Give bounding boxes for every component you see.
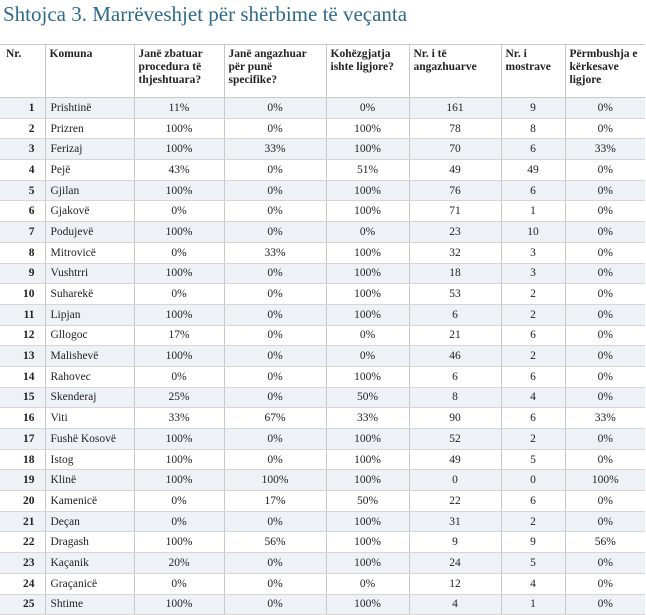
cell-compliance: 0% <box>565 325 645 346</box>
cell-samples-count: 0 <box>501 470 565 491</box>
cell-samples-count: 4 <box>501 573 565 594</box>
cell-duration: 100% <box>326 118 409 139</box>
header-engaged-count: Nr. i të angazhuarve <box>409 45 501 98</box>
cell-samples-count: 6 <box>501 139 565 160</box>
table-row <box>0 553 645 574</box>
cell-compliance: 100% <box>565 470 645 491</box>
row-number: 16 <box>0 408 45 429</box>
row-komuna: Shtime <box>45 594 134 615</box>
cell-engaged-count: 90 <box>409 408 501 429</box>
cell-engaged-count: 32 <box>409 242 501 263</box>
row-komuna: Dragash <box>45 532 134 553</box>
table-row <box>0 180 645 201</box>
cell-specific-work: 0% <box>224 346 326 367</box>
table-row <box>0 284 645 305</box>
cell-compliance: 0% <box>565 491 645 512</box>
table-row <box>0 139 645 160</box>
cell-engaged-count: 18 <box>409 263 501 284</box>
cell-engaged-count: 71 <box>409 201 501 222</box>
cell-compliance: 0% <box>565 511 645 532</box>
cell-duration: 33% <box>326 408 409 429</box>
cell-specific-work: 0% <box>224 594 326 615</box>
cell-duration: 0% <box>326 98 409 119</box>
cell-samples-count: 9 <box>501 98 565 119</box>
cell-duration: 100% <box>326 429 409 450</box>
cell-specific-work: 0% <box>224 449 326 470</box>
table-row <box>0 573 645 594</box>
table-row <box>0 325 645 346</box>
cell-procedures: 100% <box>134 118 224 139</box>
table-row <box>0 470 645 491</box>
cell-procedures: 0% <box>134 511 224 532</box>
row-komuna: Lipjan <box>45 304 134 325</box>
cell-compliance: 0% <box>565 449 645 470</box>
cell-compliance: 0% <box>565 553 645 574</box>
page-title: Shtojca 3. Marrëveshjet për shërbime të veçanta <box>3 2 408 26</box>
row-komuna: Gllogoc <box>45 325 134 346</box>
row-number: 19 <box>0 470 45 491</box>
table-row <box>0 511 645 532</box>
cell-procedures: 11% <box>134 98 224 119</box>
row-number: 23 <box>0 553 45 574</box>
cell-engaged-count: 53 <box>409 284 501 305</box>
row-number: 2 <box>0 118 45 139</box>
cell-procedures: 100% <box>134 222 224 243</box>
cell-duration: 100% <box>326 139 409 160</box>
cell-compliance: 0% <box>565 366 645 387</box>
row-number: 24 <box>0 573 45 594</box>
cell-specific-work: 67% <box>224 408 326 429</box>
row-number: 14 <box>0 366 45 387</box>
cell-engaged-count: 52 <box>409 429 501 450</box>
cell-engaged-count: 4 <box>409 594 501 615</box>
row-number: 7 <box>0 222 45 243</box>
table-row <box>0 263 645 284</box>
header-specific-work: Janë angazhuar për punë specifike? <box>224 45 326 98</box>
cell-compliance: 0% <box>565 387 645 408</box>
cell-samples-count: 2 <box>501 304 565 325</box>
row-number: 17 <box>0 429 45 450</box>
cell-compliance: 0% <box>565 304 645 325</box>
row-number: 15 <box>0 387 45 408</box>
cell-samples-count: 2 <box>501 429 565 450</box>
cell-engaged-count: 78 <box>409 118 501 139</box>
cell-specific-work: 0% <box>224 222 326 243</box>
cell-procedures: 100% <box>134 429 224 450</box>
row-number: 5 <box>0 180 45 201</box>
cell-procedures: 0% <box>134 573 224 594</box>
cell-engaged-count: 6 <box>409 366 501 387</box>
cell-samples-count: 6 <box>501 408 565 429</box>
table-row <box>0 242 645 263</box>
row-komuna: Suharekë <box>45 284 134 305</box>
cell-engaged-count: 9 <box>409 532 501 553</box>
table-row <box>0 532 645 553</box>
cell-specific-work: 0% <box>224 263 326 284</box>
cell-procedures: 0% <box>134 201 224 222</box>
cell-duration: 100% <box>326 304 409 325</box>
header-procedures: Janë zbatuar procedura të thjeshtuara? <box>134 45 224 98</box>
row-number: 9 <box>0 263 45 284</box>
cell-engaged-count: 161 <box>409 98 501 119</box>
cell-compliance: 0% <box>565 118 645 139</box>
table-row <box>0 429 645 450</box>
cell-procedures: 100% <box>134 263 224 284</box>
cell-procedures: 100% <box>134 532 224 553</box>
row-komuna: Fushë Kosovë <box>45 429 134 450</box>
cell-duration: 100% <box>326 553 409 574</box>
table-row <box>0 387 645 408</box>
cell-duration: 0% <box>326 346 409 367</box>
cell-duration: 50% <box>326 387 409 408</box>
cell-specific-work: 0% <box>224 160 326 181</box>
row-komuna: Gjilan <box>45 180 134 201</box>
row-number: 1 <box>0 98 45 119</box>
table-row <box>0 98 645 119</box>
cell-specific-work: 0% <box>224 553 326 574</box>
row-number: 13 <box>0 346 45 367</box>
row-number: 12 <box>0 325 45 346</box>
cell-specific-work: 0% <box>224 284 326 305</box>
cell-procedures: 25% <box>134 387 224 408</box>
row-komuna: Viti <box>45 408 134 429</box>
cell-engaged-count: 49 <box>409 160 501 181</box>
cell-specific-work: 0% <box>224 325 326 346</box>
cell-compliance: 0% <box>565 201 645 222</box>
cell-samples-count: 6 <box>501 325 565 346</box>
cell-specific-work: 0% <box>224 98 326 119</box>
cell-procedures: 100% <box>134 470 224 491</box>
cell-specific-work: 0% <box>224 304 326 325</box>
cell-samples-count: 2 <box>501 511 565 532</box>
cell-samples-count: 6 <box>501 491 565 512</box>
header-nr: Nr. <box>0 45 45 98</box>
cell-samples-count: 5 <box>501 553 565 574</box>
cell-specific-work: 0% <box>224 201 326 222</box>
cell-procedures: 43% <box>134 160 224 181</box>
cell-samples-count: 5 <box>501 449 565 470</box>
cell-duration: 100% <box>326 366 409 387</box>
row-number: 6 <box>0 201 45 222</box>
cell-samples-count: 1 <box>501 594 565 615</box>
table-row <box>0 160 645 181</box>
row-number: 3 <box>0 139 45 160</box>
row-number: 11 <box>0 304 45 325</box>
cell-procedures: 100% <box>134 180 224 201</box>
row-komuna: Skenderaj <box>45 387 134 408</box>
cell-compliance: 0% <box>565 222 645 243</box>
cell-duration: 0% <box>326 325 409 346</box>
cell-duration: 51% <box>326 160 409 181</box>
cell-duration: 100% <box>326 594 409 615</box>
cell-engaged-count: 76 <box>409 180 501 201</box>
cell-duration: 100% <box>326 532 409 553</box>
cell-samples-count: 2 <box>501 284 565 305</box>
cell-procedures: 0% <box>134 366 224 387</box>
cell-compliance: 0% <box>565 180 645 201</box>
cell-procedures: 0% <box>134 284 224 305</box>
row-komuna: Kaçanik <box>45 553 134 574</box>
cell-engaged-count: 0 <box>409 470 501 491</box>
cell-specific-work: 0% <box>224 387 326 408</box>
row-number: 8 <box>0 242 45 263</box>
cell-specific-work: 17% <box>224 491 326 512</box>
cell-procedures: 100% <box>134 346 224 367</box>
row-komuna: Gjakovë <box>45 201 134 222</box>
cell-engaged-count: 23 <box>409 222 501 243</box>
cell-duration: 100% <box>326 449 409 470</box>
cell-samples-count: 10 <box>501 222 565 243</box>
cell-duration: 100% <box>326 263 409 284</box>
cell-specific-work: 33% <box>224 242 326 263</box>
row-komuna: Pejë <box>45 160 134 181</box>
cell-specific-work: 0% <box>224 429 326 450</box>
header-komuna: Komuna <box>45 45 134 98</box>
cell-samples-count: 9 <box>501 532 565 553</box>
table-row <box>0 304 645 325</box>
cell-specific-work: 0% <box>224 511 326 532</box>
cell-engaged-count: 6 <box>409 304 501 325</box>
row-komuna: Prishtinë <box>45 98 134 119</box>
header-row <box>0 45 645 98</box>
row-komuna: Vushtrri <box>45 263 134 284</box>
table-row <box>0 408 645 429</box>
header-duration: Kohëzgjatja ishte ligjore? <box>326 45 409 98</box>
cell-duration: 100% <box>326 201 409 222</box>
cell-compliance: 0% <box>565 594 645 615</box>
row-number: 25 <box>0 594 45 615</box>
table-row <box>0 346 645 367</box>
cell-samples-count: 49 <box>501 160 565 181</box>
cell-engaged-count: 24 <box>409 553 501 574</box>
cell-engaged-count: 8 <box>409 387 501 408</box>
cell-compliance: 0% <box>565 160 645 181</box>
cell-engaged-count: 49 <box>409 449 501 470</box>
cell-compliance: 33% <box>565 408 645 429</box>
cell-specific-work: 56% <box>224 532 326 553</box>
row-number: 18 <box>0 449 45 470</box>
table-body <box>0 98 645 615</box>
cell-compliance: 0% <box>565 284 645 305</box>
cell-specific-work: 0% <box>224 366 326 387</box>
cell-compliance: 0% <box>565 573 645 594</box>
header-compliance: Përmbushja e kërkesave ligjore <box>565 45 645 98</box>
row-number: 22 <box>0 532 45 553</box>
cell-engaged-count: 22 <box>409 491 501 512</box>
cell-engaged-count: 31 <box>409 511 501 532</box>
cell-samples-count: 1 <box>501 201 565 222</box>
cell-specific-work: 33% <box>224 139 326 160</box>
cell-specific-work: 0% <box>224 118 326 139</box>
cell-procedures: 0% <box>134 242 224 263</box>
cell-samples-count: 6 <box>501 180 565 201</box>
cell-duration: 0% <box>326 222 409 243</box>
cell-duration: 100% <box>326 242 409 263</box>
cell-procedures: 33% <box>134 408 224 429</box>
cell-compliance: 0% <box>565 263 645 284</box>
cell-compliance: 33% <box>565 139 645 160</box>
cell-engaged-count: 46 <box>409 346 501 367</box>
cell-samples-count: 4 <box>501 387 565 408</box>
cell-compliance: 56% <box>565 532 645 553</box>
cell-procedures: 100% <box>134 139 224 160</box>
row-komuna: Mitrovicë <box>45 242 134 263</box>
header-samples-count: Nr. i mostrave <box>501 45 565 98</box>
row-komuna: Ferizaj <box>45 139 134 160</box>
row-number: 4 <box>0 160 45 181</box>
cell-engaged-count: 21 <box>409 325 501 346</box>
cell-compliance: 0% <box>565 242 645 263</box>
cell-compliance: 0% <box>565 98 645 119</box>
row-komuna: Kamenicë <box>45 491 134 512</box>
cell-procedures: 17% <box>134 325 224 346</box>
cell-engaged-count: 70 <box>409 139 501 160</box>
cell-samples-count: 6 <box>501 366 565 387</box>
row-komuna: Klinë <box>45 470 134 491</box>
row-komuna: Deçan <box>45 511 134 532</box>
row-number: 10 <box>0 284 45 305</box>
cell-specific-work: 100% <box>224 470 326 491</box>
cell-samples-count: 3 <box>501 242 565 263</box>
row-komuna: Podujevë <box>45 222 134 243</box>
table-row <box>0 491 645 512</box>
cell-procedures: 100% <box>134 449 224 470</box>
cell-duration: 50% <box>326 491 409 512</box>
cell-compliance: 0% <box>565 429 645 450</box>
cell-samples-count: 3 <box>501 263 565 284</box>
cell-duration: 100% <box>326 180 409 201</box>
row-komuna: Rahovec <box>45 366 134 387</box>
cell-duration: 100% <box>326 470 409 491</box>
table-row <box>0 449 645 470</box>
cell-compliance: 0% <box>565 346 645 367</box>
row-komuna: Prizren <box>45 118 134 139</box>
row-number: 20 <box>0 491 45 512</box>
row-komuna: Graçanicë <box>45 573 134 594</box>
row-komuna: Istog <box>45 449 134 470</box>
cell-samples-count: 2 <box>501 346 565 367</box>
cell-specific-work: 0% <box>224 573 326 594</box>
cell-duration: 100% <box>326 284 409 305</box>
cell-procedures: 0% <box>134 491 224 512</box>
cell-procedures: 100% <box>134 594 224 615</box>
table-row <box>0 118 645 139</box>
cell-engaged-count: 12 <box>409 573 501 594</box>
cell-specific-work: 0% <box>224 180 326 201</box>
cell-procedures: 20% <box>134 553 224 574</box>
services-table <box>0 44 645 615</box>
row-komuna: Malishevë <box>45 346 134 367</box>
table-row <box>0 222 645 243</box>
cell-duration: 100% <box>326 511 409 532</box>
table-row <box>0 201 645 222</box>
row-number: 21 <box>0 511 45 532</box>
table-row <box>0 366 645 387</box>
cell-procedures: 100% <box>134 304 224 325</box>
cell-samples-count: 8 <box>501 118 565 139</box>
cell-duration: 0% <box>326 573 409 594</box>
